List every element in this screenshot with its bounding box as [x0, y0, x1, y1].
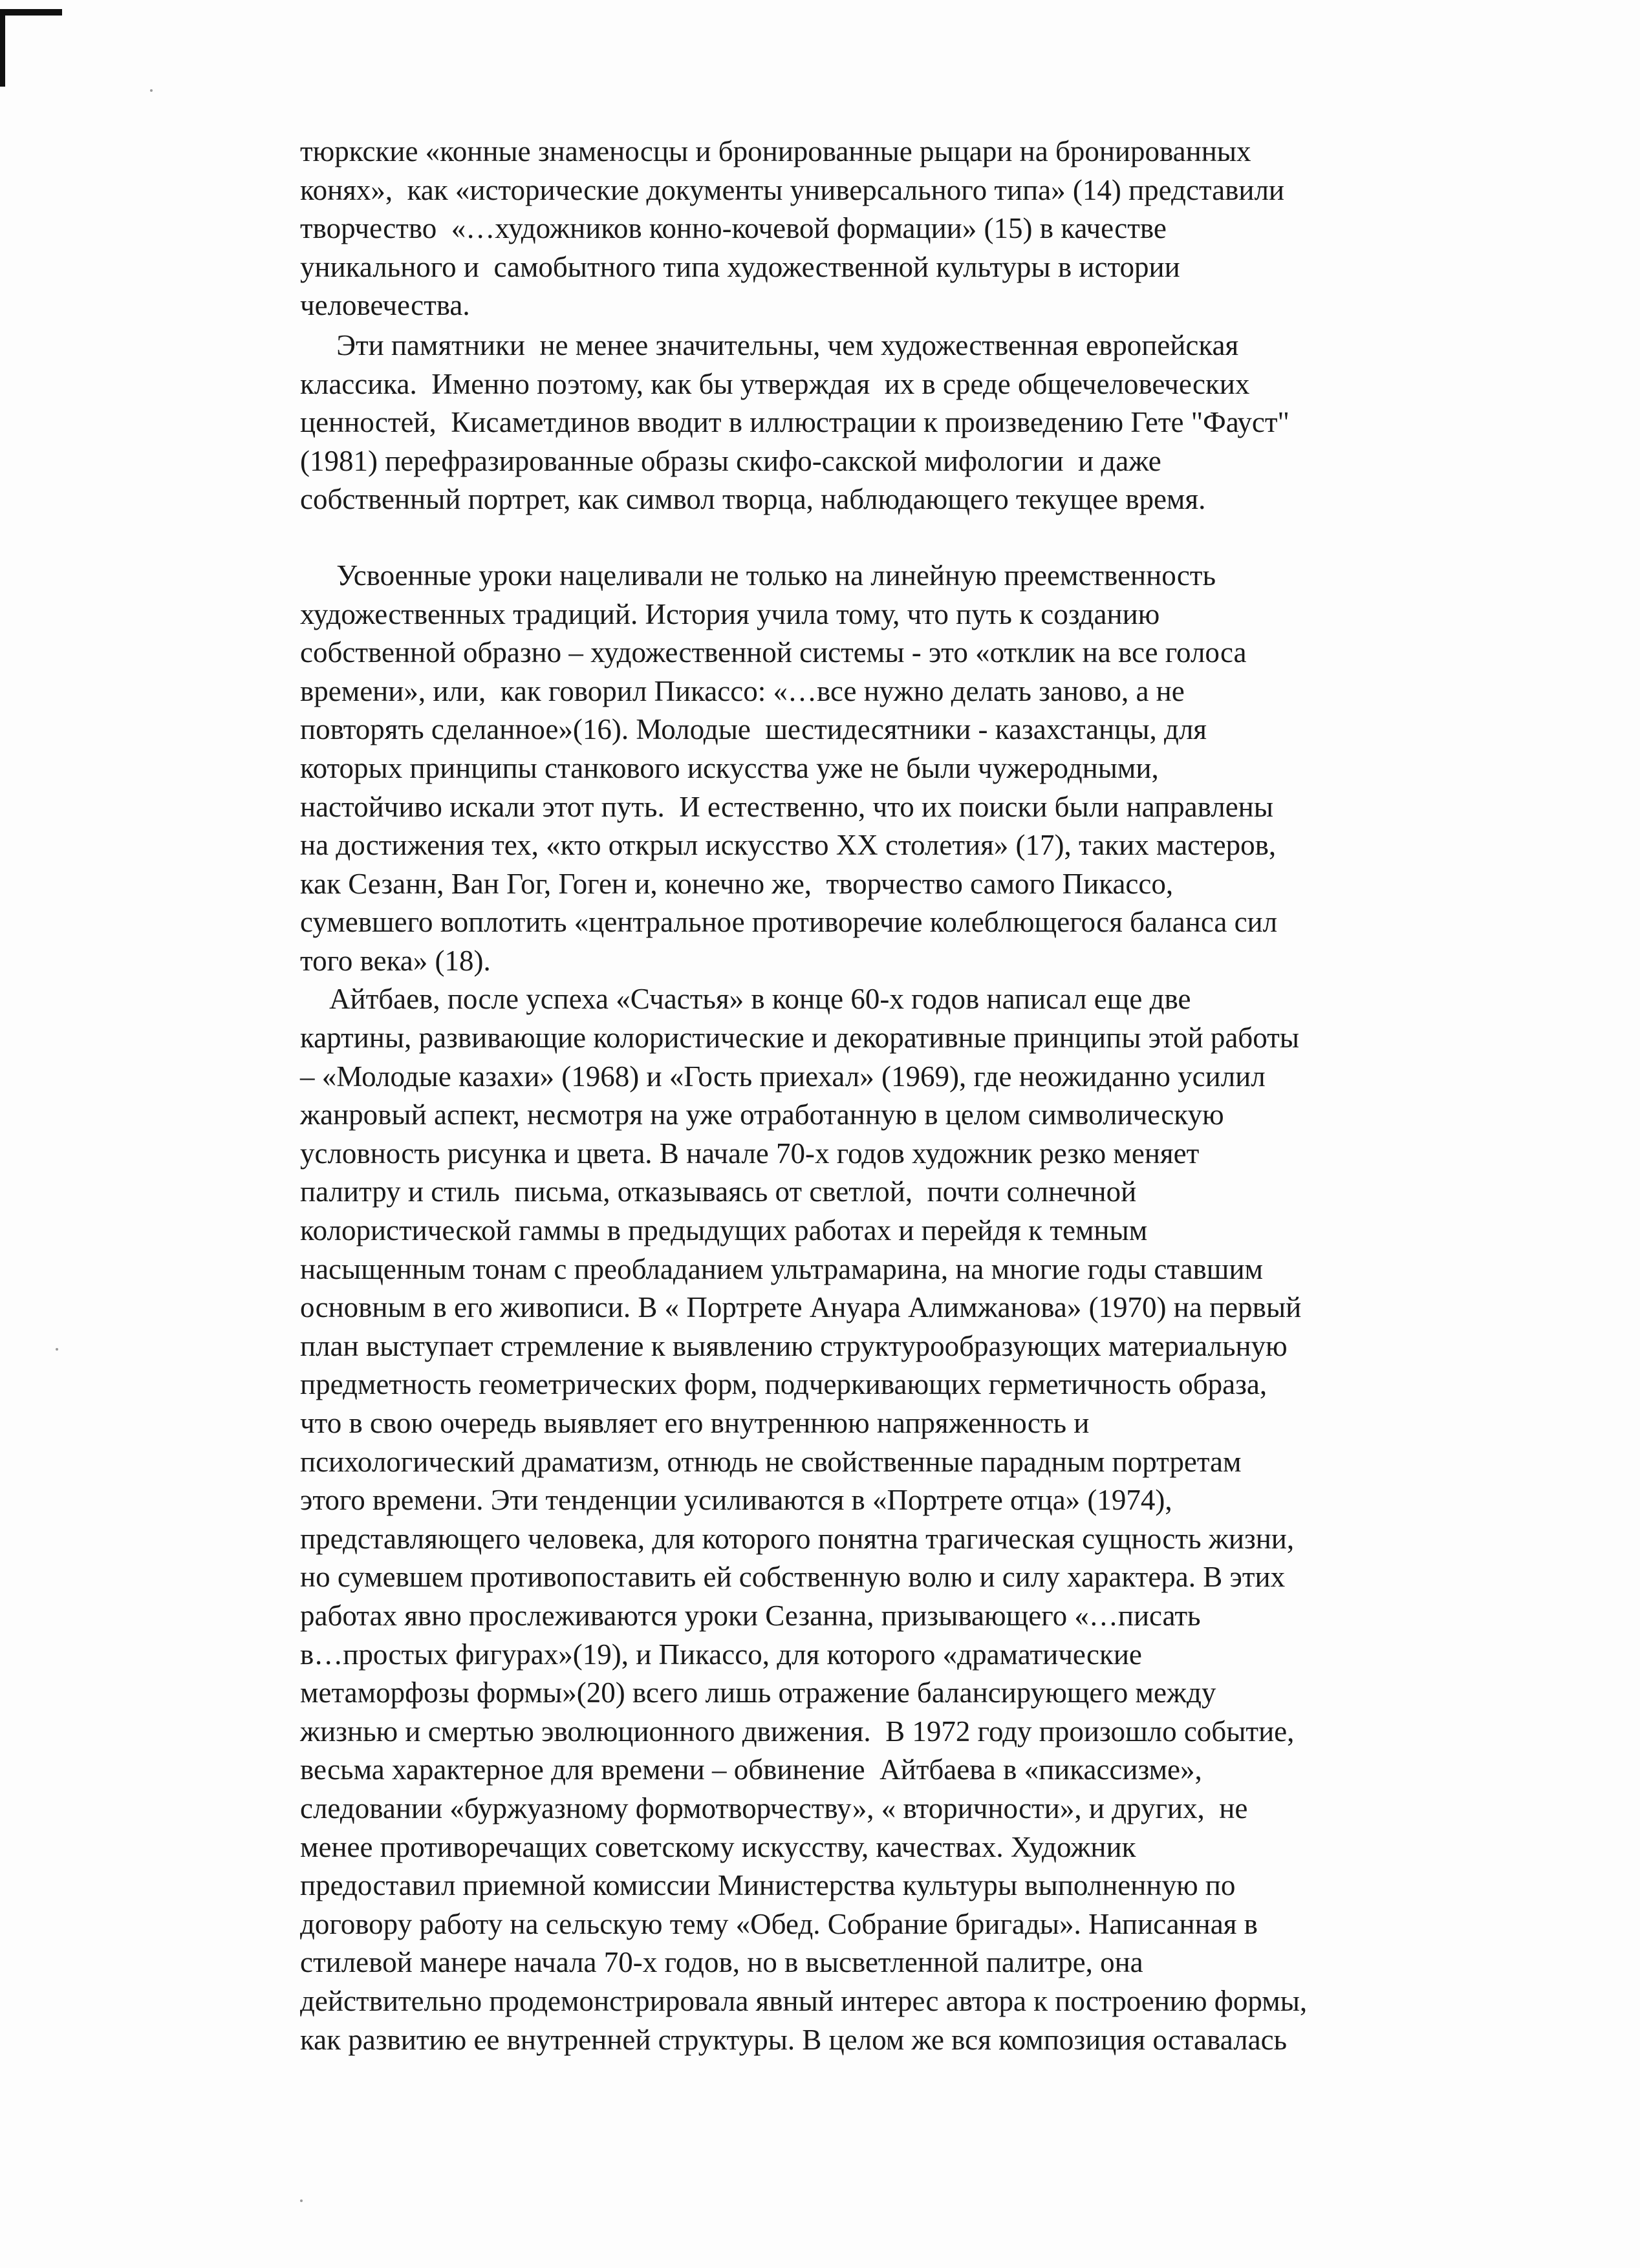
- text-line: картины, развивающие колористические и декоративные принципы этой работы: [300, 1022, 1300, 1054]
- text-line: стилевой манере начала 70-х годов, но в высветленной палитре, она: [300, 1946, 1143, 1979]
- text-line: уникального и самобытного типа художественной культуры в истории: [300, 250, 1180, 283]
- text-line: сумевшего воплотить «центральное противоречие колеблющегося баланса сил: [300, 906, 1278, 939]
- text-line: Эти памятники не менее значительны, чем художественная европейская: [300, 328, 1239, 361]
- paragraph: [300, 557, 1451, 981]
- text-line: настойчиво искали этот путь. И естественно, что их поиски были направлены: [300, 790, 1273, 823]
- text-line: палитру и стиль письма, отказываясь от светлой, почти солнечной: [300, 1175, 1137, 1208]
- text-line: представляющего человека, для которого понятна трагическая сущность жизни,: [300, 1522, 1295, 1555]
- document-body: [300, 133, 1451, 2059]
- scan-speck: [56, 1348, 58, 1351]
- text-line: метаморфозы формы»(20) всего лишь отражение балансирующего между: [300, 1676, 1216, 1709]
- text-line: которых принципы станкового искусства уже не были чужеродными,: [300, 751, 1159, 784]
- text-line: предметность геометрических форм, подчеркивающих герметичность образа,: [300, 1368, 1268, 1401]
- text-line: творчество «…художников конно-кочевой формации» (15) в качестве: [300, 212, 1167, 245]
- text-line: менее противоречащих советскому искусству, качествах. Художник: [300, 1830, 1136, 1863]
- paragraph-gap: [300, 519, 1451, 557]
- text-line: тюркские «конные знаменосцы и бронированные рыцари на бронированных: [300, 135, 1251, 167]
- text-line: но сумевшем противопоставить ей собственную волю и силу характера. В этих: [300, 1561, 1286, 1594]
- text-line: человечества.: [300, 289, 470, 322]
- text-line: этого времени. Эти тенденции усиливаются в «Портрете отца» (1974),: [300, 1484, 1172, 1517]
- text-line: колористической гаммы в предыдущих работах и перейдя к темным: [300, 1214, 1148, 1247]
- text-line: времени», или, как говорил Пикассо: «…все нужно делать заново, а не: [300, 674, 1185, 707]
- text-line: в…простых фигурах»(19), и Пикассо, для которого «драматические: [300, 1638, 1142, 1671]
- text-line: работах явно прослеживаются уроки Сезанна, призывающего «…писать: [300, 1599, 1201, 1632]
- paragraph: [300, 326, 1451, 519]
- text-line: жизнью и смертью эволюционного движения. В 1972 году произошло событие,: [300, 1715, 1295, 1748]
- scan-edge-mark-vertical: [0, 9, 5, 87]
- text-line: план выступает стремление к выявлению структурообразующих материальную: [300, 1329, 1288, 1362]
- text-line: условность рисунка и цвета. В начале 70-х годов художник резко меняет: [300, 1137, 1200, 1170]
- text-line: на достижения тех, «кто открыл искусство XX столетия» (17), таких мастеров,: [300, 829, 1277, 862]
- text-line: Айтбаев, после успеха «Счастья» в конце 60-х годов написал еще две: [300, 983, 1191, 1016]
- text-line: как Сезанн, Ван Гог, Гоген и, конечно же, творчество самого Пикассо,: [300, 867, 1174, 900]
- scan-speck: [150, 89, 153, 92]
- text-line: классика. Именно поэтому, как бы утверждая их в среде общечеловеческих: [300, 367, 1250, 400]
- text-line: что в свою очередь выявляет его внутреннюю напряженность и: [300, 1407, 1090, 1439]
- text-line: художественных традиций. История учила тому, что путь к созданию: [300, 597, 1160, 630]
- text-line: договору работу на сельскую тему «Обед. Собрание бригады». Написанная в: [300, 1907, 1258, 1940]
- text-line: как развитию ее внутренней структуры. В целом же вся композиция оставалась: [300, 2023, 1288, 2056]
- text-line: повторять сделанное»(16). Молодые шестидесятники - казахстанцы, для: [300, 713, 1207, 746]
- text-line: собственной образно – художественной системы - это «отклик на все голоса: [300, 636, 1247, 669]
- text-line: собственный портрет, как символ творца, наблюдающего текущее время.: [300, 483, 1206, 516]
- text-line: основным в его живописи. В « Портрете Ануара Алимжанова» (1970) на первый: [300, 1291, 1302, 1324]
- text-line: – «Молодые казахи» (1968) и «Гость приехал» (1969), где неожиданно усилил: [300, 1060, 1266, 1093]
- text-line: следовании «буржуазному формотворчеству», « вторичности», и других, не: [300, 1792, 1248, 1824]
- text-line: Усвоенные уроки нацеливали не только на линейную преемственность: [300, 559, 1216, 592]
- text-line: ценностей, Кисаметдинов вводит в иллюстрации к произведению Гете "Фауст": [300, 406, 1289, 439]
- text-line: предоставил приемной комиссии Министерства культуры выполненную по: [300, 1869, 1236, 1902]
- text-line: психологический драматизм, отнюдь не свойственные парадным портретам: [300, 1445, 1242, 1478]
- text-line: того века» (18).: [300, 944, 491, 977]
- scan-speck: [300, 2199, 303, 2202]
- text-line: конях», как «исторические документы универсального типа» (14) представили: [300, 173, 1284, 206]
- scan-edge-mark: [0, 9, 62, 16]
- paragraph: [300, 980, 1451, 2059]
- text-line: жанровый аспект, несмотря на уже отработанную в целом символическую: [300, 1098, 1224, 1131]
- text-line: действительно продемонстрировала явный интерес автора к построению формы,: [300, 1984, 1308, 2017]
- text-line: насыщенным тонам с преобладанием ультрамарина, на многие годы ставшим: [300, 1252, 1263, 1285]
- paragraph: [300, 133, 1451, 325]
- text-line: (1981) перефразированные образы скифо-сакской мифологии и даже: [300, 444, 1161, 477]
- text-line: весьма характерное для времени – обвинение Айтбаева в «пикассизме»,: [300, 1753, 1202, 1786]
